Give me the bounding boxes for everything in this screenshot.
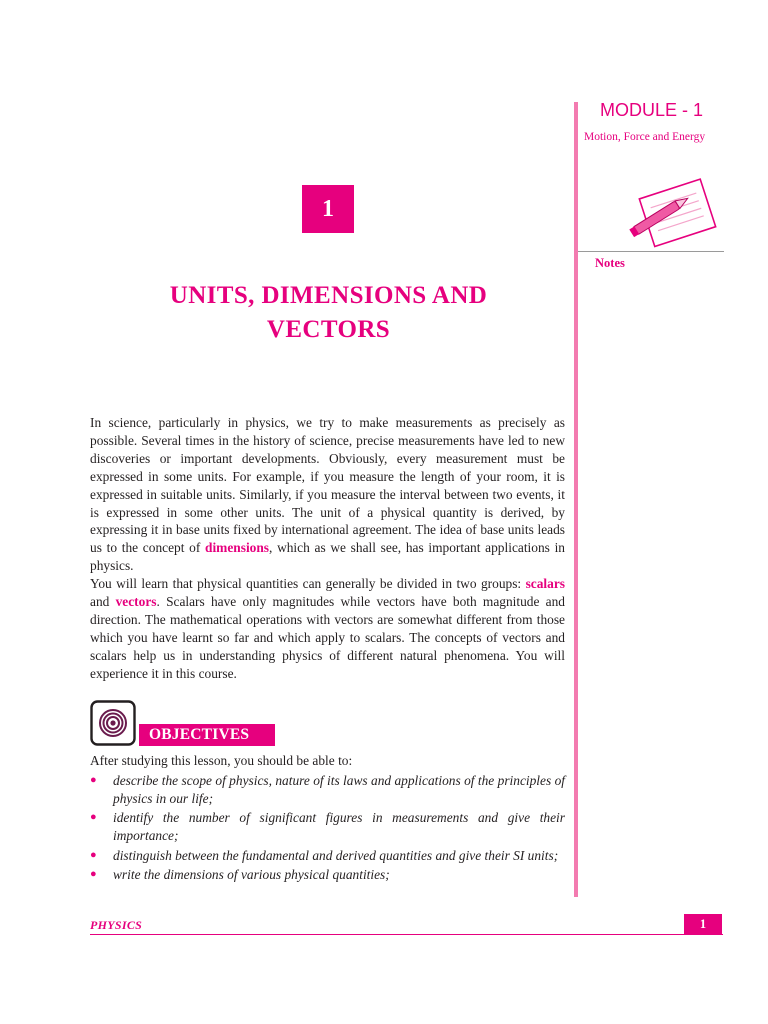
scalars-vectors-paragraph xyxy=(90,575,565,682)
paragraph-text: In science, particularly in physics, we try to make measurements as precisely as possible. Several times in the history of science, precise measurements have led to new discoveries or important developments. Obviously, every measurement must be expressed in some units. For example, if you measure the length of your room, it is expressed in suitable units. Similarly, if you measure the interval between two events, it is expressed in some other units. The unit of a physical quantity is derived, by expressing it in base units fixed by international agreement. The idea of base units leads us to the concept of xyxy=(90,415,565,556)
paragraph-text: and xyxy=(90,593,116,609)
chapter-title-line: VECTORS xyxy=(266,316,391,343)
footer-subject: PHYSICS xyxy=(90,918,143,932)
notes-divider xyxy=(578,251,724,252)
bullet-icon: ● xyxy=(90,811,97,824)
notes-label: Notes xyxy=(595,256,625,270)
objectives-list xyxy=(90,772,565,885)
list-item xyxy=(90,866,565,884)
bullet-icon: ● xyxy=(90,848,97,861)
paragraph-text: , which as we shall see, has important applications in physics. xyxy=(90,540,565,574)
chapter-title-line: UNITS, DIMENSIONS AND xyxy=(169,282,488,309)
objectives-intro: After studying this lesson, you should be able to: xyxy=(90,753,353,768)
target-icon xyxy=(90,700,136,746)
term-scalars: scalars xyxy=(525,576,565,591)
paragraph-text: . Scalars have only magnitudes while vectors have both magnitude and direction. The mathematical operations with vectors are somewhat different from those which you have learnt so far and which apply to scalars. The concepts of vectors and scalars help us in understanding physics of different natural phenomena. You will experience it in this course. xyxy=(90,593,566,681)
module-subtitle: Motion, Force and Energy xyxy=(584,131,706,143)
module-title: MODULE - 1 xyxy=(600,100,704,120)
list-item xyxy=(90,772,565,808)
objectives-heading: OBJECTIVES xyxy=(139,724,275,746)
chapter-number: 1 xyxy=(302,185,354,233)
term-dimensions: dimensions xyxy=(205,540,270,556)
notepad-pencil-icon xyxy=(624,175,724,255)
chapter-title xyxy=(90,279,567,347)
term-vectors: vectors xyxy=(115,593,157,609)
page-number: 1 xyxy=(684,914,722,934)
objective-text: describe the scope of physics, nature of its laws and applications of the principles of physics in our life; xyxy=(113,773,565,806)
list-item xyxy=(90,809,565,845)
objective-text: distinguish between the fundamental and derived quantities and give their SI units; xyxy=(113,847,559,863)
paragraph-text: You will learn that physical quantities can generally be divided in two groups: xyxy=(90,576,526,591)
bullet-icon: ● xyxy=(90,774,97,786)
objective-text: identify the number of significant figures in measurements and give their importance; xyxy=(113,810,565,844)
footer-divider xyxy=(90,934,723,935)
margin-divider xyxy=(574,102,578,897)
objective-text: write the dimensions of various physical quantities; xyxy=(113,867,390,883)
intro-paragraph xyxy=(90,414,565,575)
bullet-icon: ● xyxy=(90,868,97,881)
list-item xyxy=(90,847,565,865)
